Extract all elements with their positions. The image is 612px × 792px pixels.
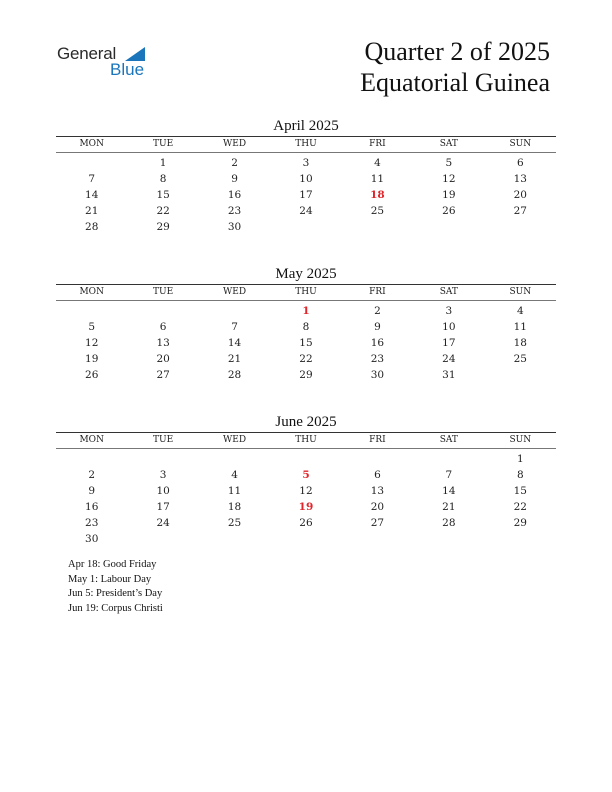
day-cell: 23 — [85, 517, 99, 529]
weekday-label: SUN — [509, 139, 532, 149]
day-cell: 5 — [445, 157, 453, 169]
day-cell — [56, 303, 127, 319]
day-cell: 3 — [302, 157, 310, 169]
day-cell: 14 — [85, 189, 99, 201]
weekday-header — [56, 137, 556, 152]
day-cell: 5 — [88, 321, 96, 333]
day-cell — [413, 219, 484, 235]
day-cell — [342, 219, 413, 235]
day-cell: 6 — [516, 157, 524, 169]
day-grid — [56, 155, 556, 235]
day-cell: 2 — [374, 305, 381, 317]
day-cell: 29 — [513, 517, 527, 529]
day-cell: 12 — [442, 173, 456, 185]
day-cell: 7 — [231, 321, 238, 333]
holiday-day-cell: 19 — [298, 501, 314, 513]
header-rule — [56, 152, 556, 153]
day-cell: 10 — [299, 173, 313, 185]
header-rule — [56, 300, 556, 301]
weekday-label: SAT — [439, 435, 458, 445]
day-cell: 18 — [227, 501, 242, 513]
holiday-notes — [68, 558, 163, 616]
weekday-label: SUN — [509, 287, 532, 297]
day-cell: 13 — [370, 485, 385, 497]
day-cell: 29 — [156, 221, 170, 233]
day-cell: 16 — [227, 189, 242, 201]
day-cell: 2 — [231, 157, 238, 169]
day-cell: 16 — [370, 337, 385, 349]
day-cell: 29 — [299, 369, 313, 381]
day-cell: 12 — [85, 337, 99, 349]
page-subtitle-country: Equatorial Guinea — [360, 68, 550, 97]
weekday-header — [56, 285, 556, 300]
day-cell: 1 — [516, 453, 524, 465]
day-cell: 1 — [159, 157, 167, 169]
day-cell — [199, 451, 270, 467]
day-cell: 6 — [159, 321, 167, 333]
day-cell: 24 — [299, 205, 313, 217]
day-cell: 11 — [227, 485, 242, 497]
holiday-note: Apr 18: Good Friday — [68, 559, 157, 570]
day-cell — [342, 451, 413, 467]
weekday-label: THU — [295, 287, 317, 297]
day-cell: 2 — [88, 469, 96, 481]
logo-text-general: General — [57, 44, 117, 63]
day-cell: 13 — [513, 173, 527, 185]
day-cell: 25 — [513, 353, 527, 365]
day-cell — [199, 303, 270, 319]
day-cell: 12 — [299, 485, 313, 497]
day-cell — [56, 451, 127, 467]
weekday-label: FRI — [369, 435, 386, 445]
holiday-day-cell: 1 — [302, 305, 310, 317]
day-cell: 26 — [442, 205, 456, 217]
page-title: Quarter 2 of 2025 — [364, 37, 550, 66]
weekday-label: FRI — [369, 287, 386, 297]
day-cell: 20 — [370, 501, 385, 513]
day-cell — [199, 531, 270, 547]
day-cell: 6 — [374, 469, 381, 481]
day-cell — [413, 531, 484, 547]
day-cell: 17 — [442, 337, 456, 349]
day-cell — [56, 155, 127, 171]
day-cell: 3 — [159, 469, 167, 481]
day-cell: 28 — [85, 221, 99, 233]
day-cell: 15 — [299, 337, 313, 349]
day-cell: 11 — [513, 321, 527, 333]
day-cell: 30 — [227, 221, 242, 233]
day-cell: 21 — [85, 205, 99, 217]
weekday-label: MON — [79, 139, 104, 149]
day-cell: 22 — [513, 501, 527, 513]
day-cell — [127, 531, 198, 547]
day-cell — [485, 367, 556, 383]
day-cell: 9 — [374, 321, 381, 333]
day-cell: 18 — [513, 337, 527, 349]
day-cell: 26 — [299, 517, 313, 529]
weekday-header — [56, 433, 556, 448]
day-cell: 10 — [156, 485, 170, 497]
weekday-label: WED — [223, 287, 247, 297]
day-cell: 15 — [513, 485, 527, 497]
day-cell: 24 — [442, 353, 456, 365]
logo-text-blue: Blue — [110, 60, 145, 79]
day-cell: 19 — [442, 189, 456, 201]
day-cell: 27 — [513, 205, 527, 217]
day-cell: 17 — [156, 501, 170, 513]
day-cell: 14 — [442, 485, 456, 497]
day-cell — [485, 219, 556, 235]
day-cell: 9 — [88, 485, 96, 497]
holiday-day-cell: 18 — [370, 189, 385, 201]
day-cell: 4 — [516, 305, 524, 317]
day-cell: 28 — [442, 517, 456, 529]
day-cell: 30 — [370, 369, 385, 381]
day-cell: 8 — [516, 469, 524, 481]
day-grid — [56, 451, 556, 547]
day-cell: 23 — [370, 353, 385, 365]
day-cell: 19 — [85, 353, 99, 365]
day-cell: 27 — [370, 517, 385, 529]
logo-triangle-icon — [125, 47, 145, 61]
day-cell: 31 — [442, 369, 456, 381]
day-cell: 13 — [156, 337, 170, 349]
holiday-note: Jun 19: Corpus Christi — [68, 602, 163, 614]
day-cell: 14 — [227, 337, 242, 349]
weekday-label: FRI — [369, 139, 386, 149]
day-cell: 25 — [227, 517, 242, 529]
month-june — [56, 412, 556, 547]
weekday-label: TUE — [153, 287, 174, 297]
day-cell: 20 — [513, 189, 527, 201]
weekday-label: SUN — [509, 435, 532, 445]
weekday-label: MON — [79, 287, 104, 297]
day-cell: 22 — [156, 205, 170, 217]
holiday-note: Jun 5: President’s Day — [68, 588, 163, 599]
month-name: May 2025 — [275, 266, 337, 282]
weekday-label: WED — [223, 435, 247, 445]
month-name: April 2025 — [273, 118, 339, 134]
day-cell: 27 — [156, 369, 170, 381]
day-cell: 26 — [85, 369, 99, 381]
day-cell: 25 — [370, 205, 385, 217]
day-cell: 10 — [442, 321, 456, 333]
day-cell — [413, 451, 484, 467]
weekday-label: SAT — [439, 287, 458, 297]
day-cell: 30 — [85, 533, 99, 545]
month-april — [56, 116, 556, 235]
day-cell: 4 — [374, 157, 381, 169]
day-cell — [270, 531, 341, 547]
weekday-label: TUE — [153, 435, 174, 445]
day-cell: 21 — [227, 353, 242, 365]
day-cell: 3 — [445, 305, 453, 317]
day-cell: 8 — [302, 321, 310, 333]
month-may — [56, 264, 556, 383]
day-cell — [127, 303, 198, 319]
holiday-day-cell: 5 — [302, 469, 310, 481]
day-cell: 21 — [442, 501, 456, 513]
day-cell: 7 — [445, 469, 453, 481]
day-grid — [56, 303, 556, 383]
day-cell: 11 — [370, 173, 385, 185]
day-cell: 4 — [231, 469, 238, 481]
day-cell: 8 — [159, 173, 167, 185]
day-cell: 16 — [85, 501, 99, 513]
day-cell: 17 — [299, 189, 313, 201]
day-cell — [127, 451, 198, 467]
day-cell: 20 — [156, 353, 170, 365]
day-cell: 9 — [231, 173, 238, 185]
weekday-label: THU — [295, 435, 317, 445]
weekday-label: MON — [79, 435, 104, 445]
day-cell — [270, 451, 341, 467]
weekday-label: THU — [295, 139, 317, 149]
weekday-label: SAT — [439, 139, 458, 149]
day-cell — [270, 219, 341, 235]
day-cell — [342, 531, 413, 547]
month-name: June 2025 — [275, 414, 337, 430]
day-cell: 22 — [299, 353, 313, 365]
holiday-note: May 1: Labour Day — [68, 573, 152, 585]
day-cell: 15 — [156, 189, 170, 201]
day-cell: 7 — [88, 173, 96, 185]
day-cell: 23 — [227, 205, 242, 217]
day-cell: 28 — [227, 369, 242, 381]
day-cell — [485, 531, 556, 547]
generalblue-logo — [57, 44, 157, 84]
day-cell: 24 — [156, 517, 170, 529]
weekday-label: WED — [223, 139, 247, 149]
header-rule — [56, 448, 556, 449]
weekday-label: TUE — [153, 139, 174, 149]
